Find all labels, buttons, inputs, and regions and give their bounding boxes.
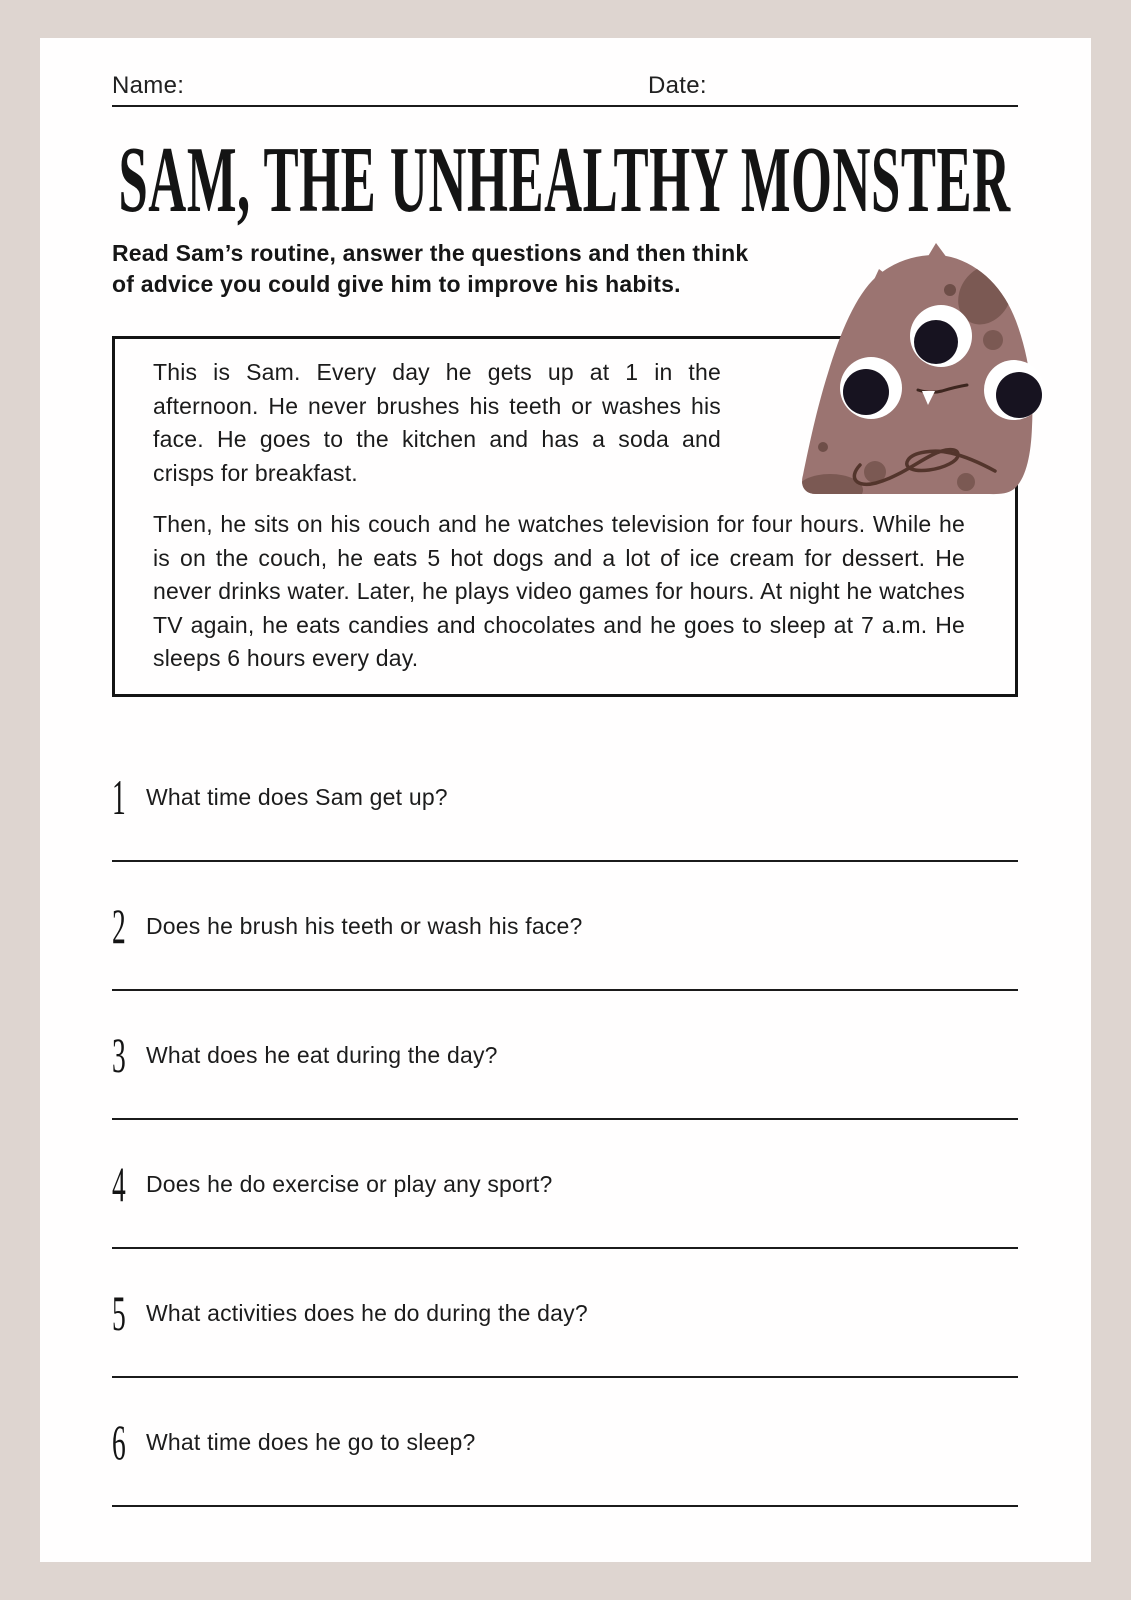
title-container	[112, 128, 1018, 232]
question-2	[112, 898, 1018, 954]
date-label: Date:	[648, 72, 707, 99]
worksheet-page	[40, 38, 1091, 1562]
name-date-write-line[interactable]	[112, 105, 1018, 107]
question-4-text: Does he do exercise or play any sport?	[146, 1170, 553, 1197]
question-6-text: What time does he go to sleep?	[146, 1428, 476, 1455]
question-1-number: 1	[112, 769, 126, 825]
passage-paragraph-2: Then, he sits on his couch and he watches television for four hours. While he is on the couch, he eats 5 hot dogs and a lot of ice cream for dessert. He never drinks water. Later, he plays video games for hours. At night he watches TV again, he eats candies and chocolates and he goes to sleep at 7 a.m. He sleeps 6 hours every day.	[153, 511, 965, 671]
question-3-text: What does he eat during the day?	[146, 1041, 498, 1068]
answer-line-5[interactable]	[112, 1376, 1018, 1378]
answer-line-3[interactable]	[112, 1118, 1018, 1120]
question-5	[112, 1285, 1018, 1341]
question-3-number: 3	[112, 1027, 126, 1083]
answer-line-2[interactable]	[112, 989, 1018, 991]
question-2-text: Does he brush his teeth or wash his face?	[146, 912, 583, 939]
question-6	[112, 1414, 1018, 1470]
sam-monster-illustration	[796, 241, 1044, 499]
passage-paragraph-1: This is Sam. Every day he gets up at 1 in the afternoon. He never brushes his teeth or washes his face. He goes to the kitchen and has a soda and crisps for breakfast.	[153, 359, 721, 486]
question-1-text: What time does Sam get up?	[146, 783, 448, 810]
question-3	[112, 1027, 1018, 1083]
question-2-number: 2	[112, 898, 126, 954]
answer-line-1[interactable]	[112, 860, 1018, 862]
question-6-number: 6	[112, 1414, 126, 1470]
page-title: SAM, THE UNHEALTHY MONSTER	[118, 128, 1012, 232]
instructions-text: Read Sam’s routine, answer the questions and then think of advice you could give him to improve his habits.	[112, 240, 749, 297]
question-5-number: 5	[112, 1285, 126, 1341]
answer-line-6[interactable]	[112, 1505, 1018, 1507]
question-4	[112, 1156, 1018, 1212]
answer-line-4[interactable]	[112, 1247, 1018, 1249]
question-5-text: What activities does he do during the day?	[146, 1299, 588, 1326]
question-1	[112, 769, 1018, 825]
question-4-number: 4	[112, 1156, 126, 1212]
name-label: Name:	[112, 72, 185, 99]
